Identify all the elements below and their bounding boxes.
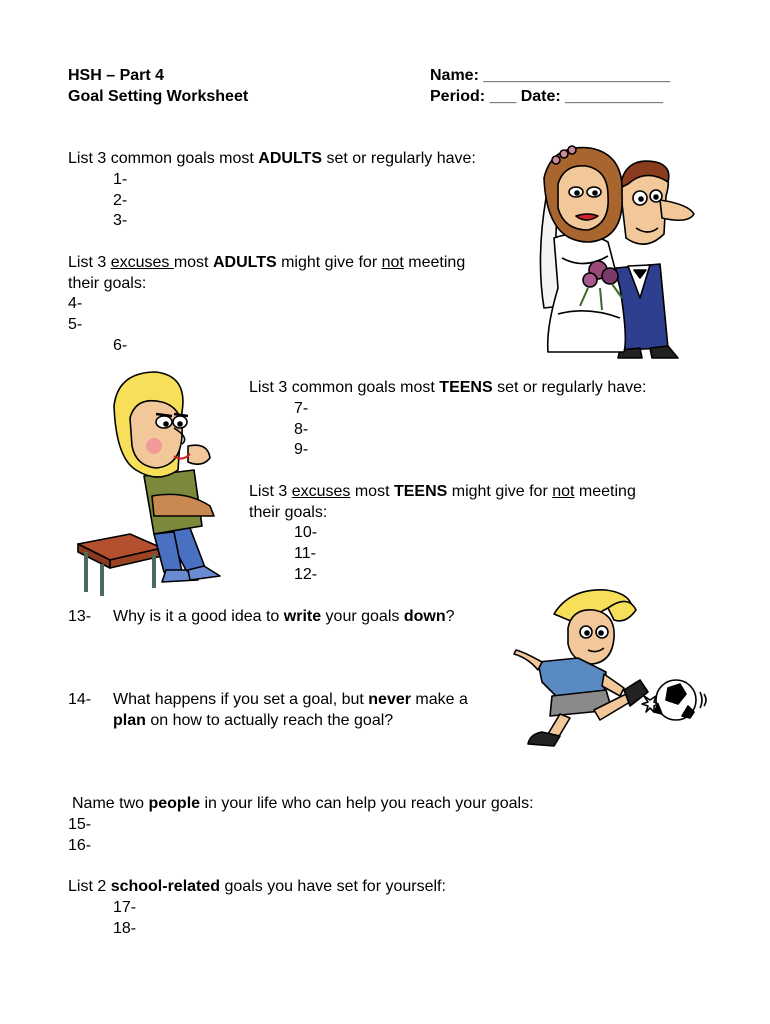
soccer-girl-illustration (508, 584, 712, 754)
answer-line-18: 18- (113, 920, 137, 937)
question-14-number: 14- (68, 691, 92, 708)
course-label: HSH – Part 4 (68, 67, 165, 84)
adults-excuses-prompt-line2: their goals: (68, 275, 147, 292)
answer-line-11: 11- (294, 545, 316, 562)
question-13-number: 13- (68, 608, 92, 625)
name-field: Name: _____________________ (430, 67, 671, 84)
answer-line-1: 1- (113, 171, 128, 188)
period-date-field: Period: ___ Date: ___________ (430, 88, 664, 105)
answer-line-8: 8- (294, 421, 309, 438)
answer-line-3: 3- (113, 212, 128, 229)
answer-line-4: 4- (68, 295, 83, 312)
answer-line-15: 15- (68, 816, 92, 833)
worksheet-title: Goal Setting Worksheet (68, 88, 249, 105)
answer-line-12: 12- (294, 566, 318, 583)
answer-line-9: 9- (294, 441, 309, 458)
adults-goals-prompt: List 3 common goals most ADULTS set or regularly have: (68, 150, 476, 167)
people-prompt: Name two people in your life who can help you reach your goals: (72, 795, 534, 812)
wedding-couple-illustration (528, 138, 700, 362)
question-13-text: Why is it a good idea to write your goals down? (113, 608, 455, 625)
school-goals-prompt: List 2 school-related goals you have set for yourself: (68, 878, 446, 895)
answer-line-10: 10- (294, 524, 318, 541)
teens-excuses-prompt-line2: their goals: (249, 504, 328, 521)
adults-excuses-prompt: List 3 excuses most ADULTS might give for not meeting (68, 254, 466, 271)
answer-line-7: 7- (294, 400, 309, 417)
teens-goals-prompt: List 3 common goals most TEENS set or regularly have: (249, 379, 647, 396)
question-14-text: What happens if you set a goal, but never make a (113, 691, 468, 708)
answer-line-6: 6- (113, 337, 128, 354)
nervous-student-illustration (70, 366, 240, 598)
answer-line-16: 16- (68, 837, 92, 854)
answer-line-5: 5- (68, 316, 83, 333)
teens-excuses-prompt: List 3 excuses most TEENS might give for not meeting (249, 483, 636, 500)
answer-line-2: 2- (113, 192, 128, 209)
question-14-text-line2: plan on how to actually reach the goal? (113, 712, 394, 729)
answer-line-17: 17- (113, 899, 137, 916)
